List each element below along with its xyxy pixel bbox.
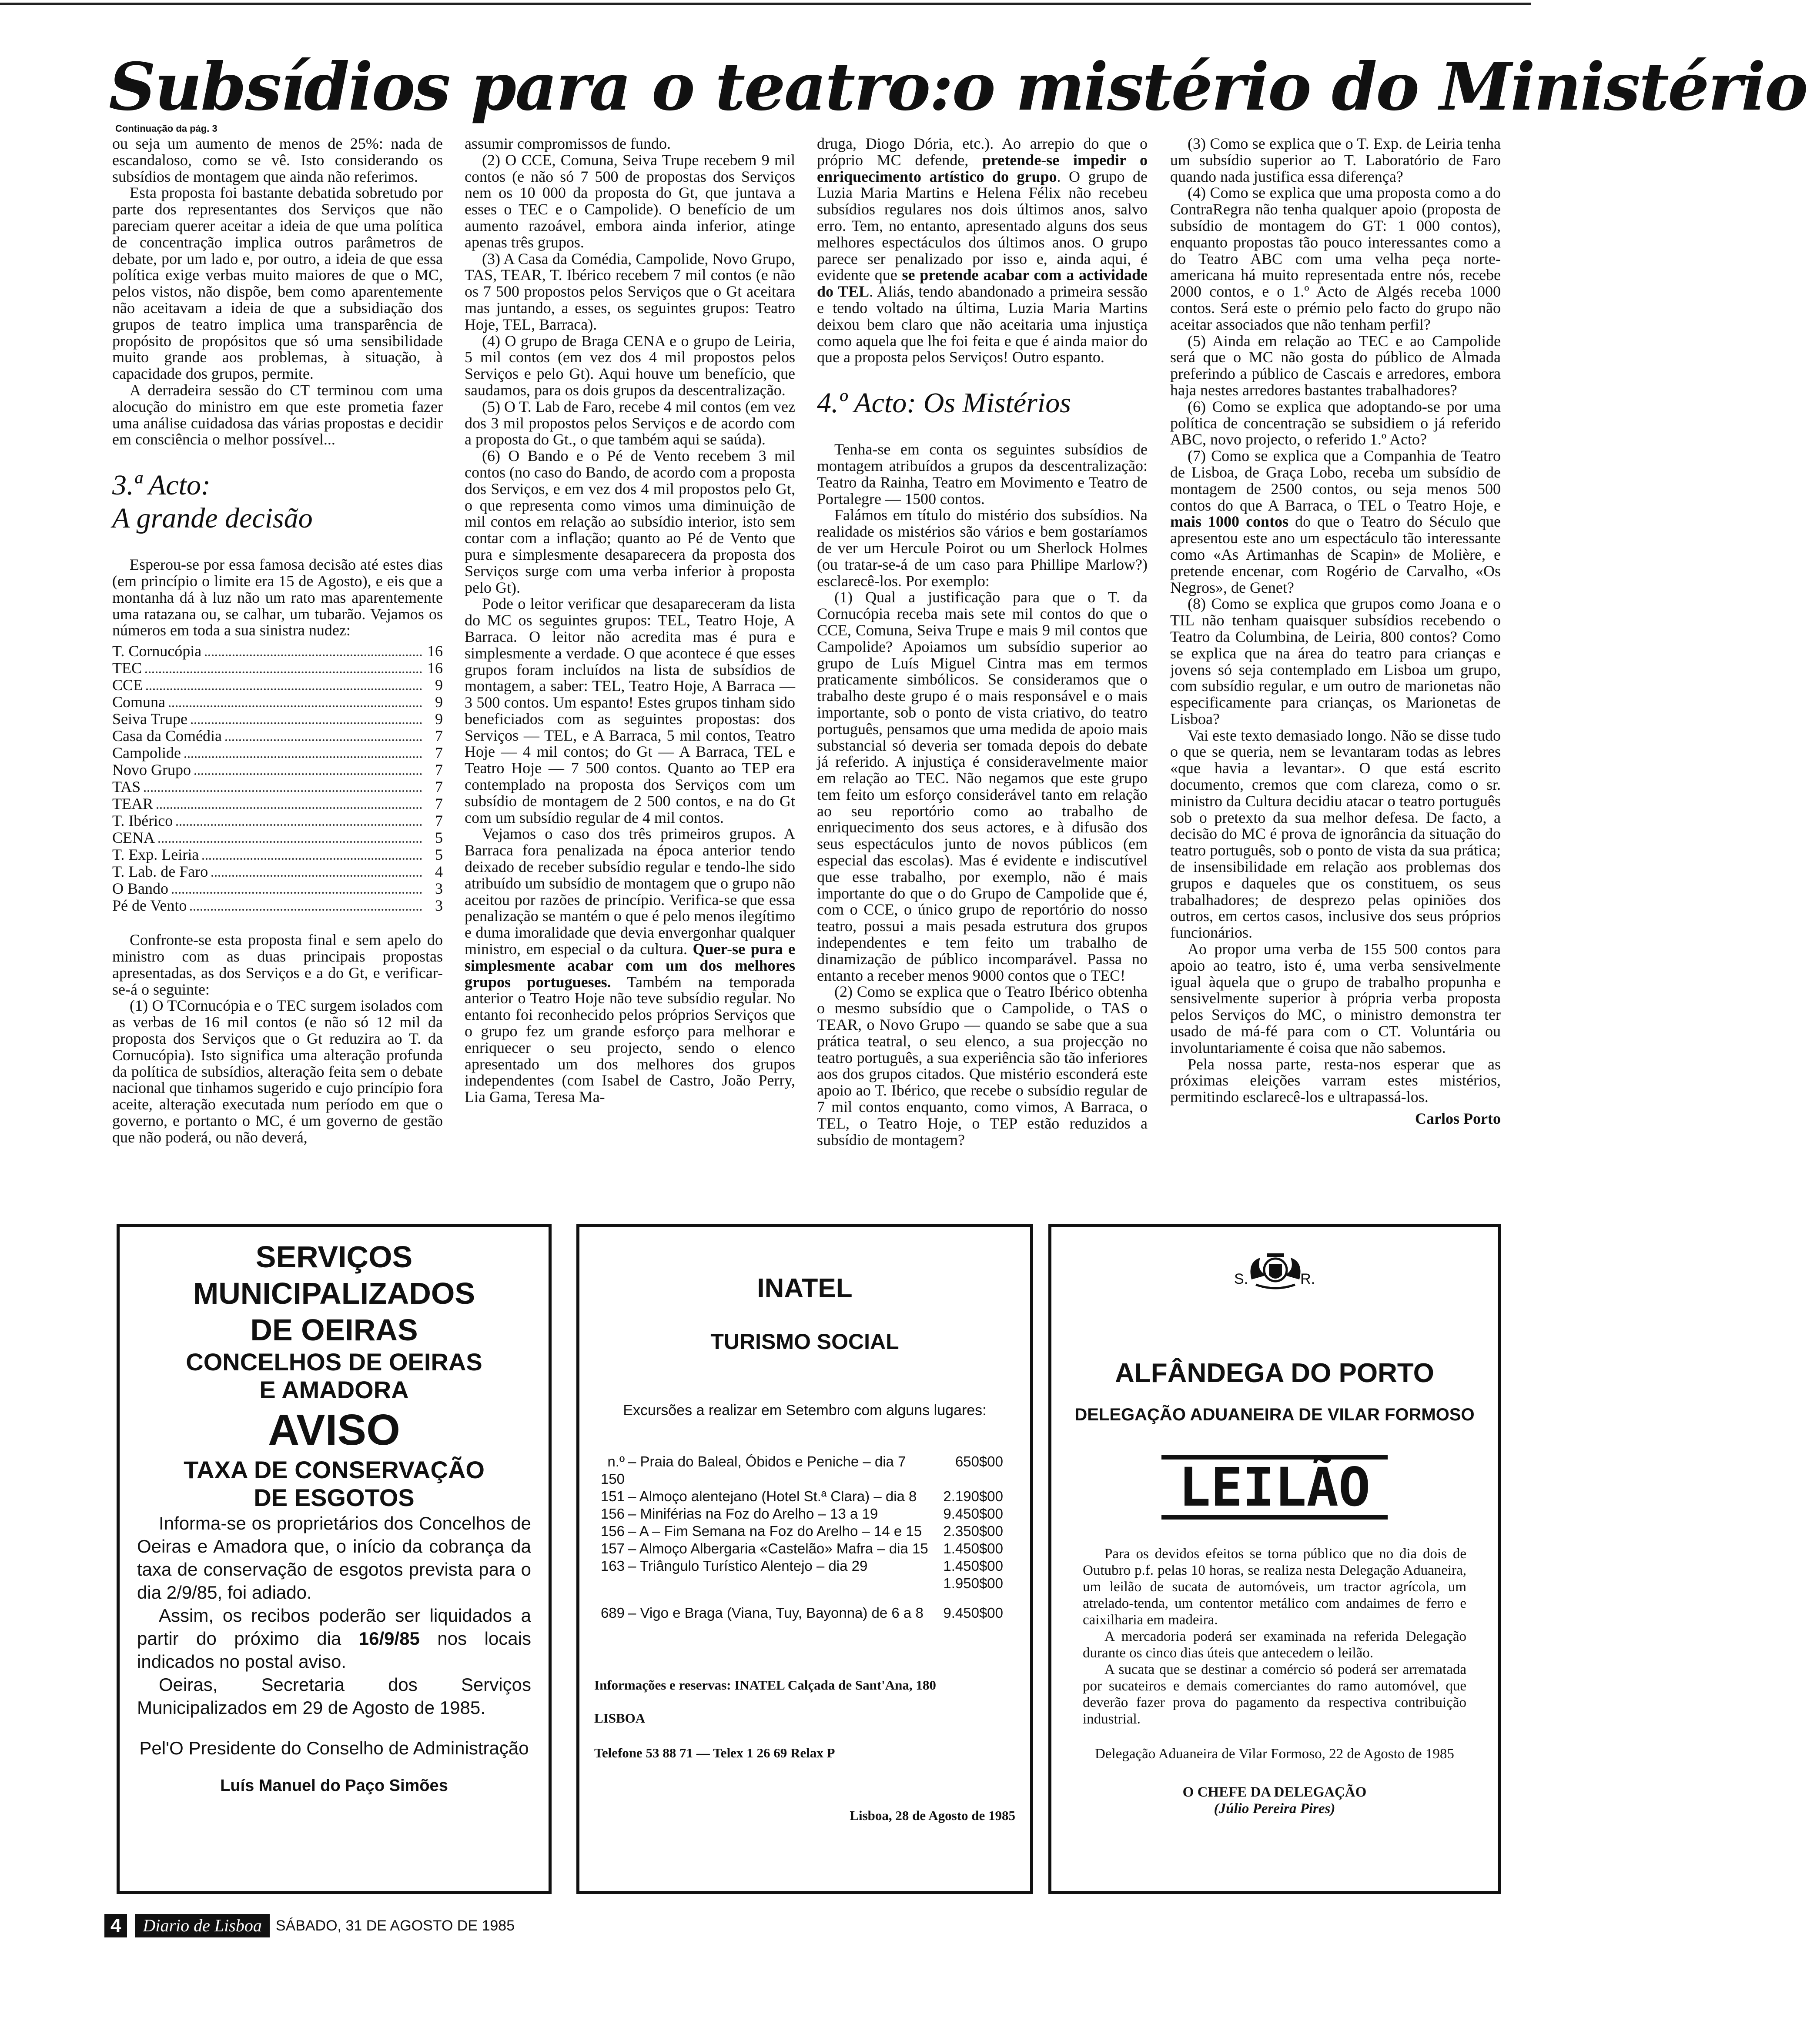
paragraph: (2) O CCE, Comuna, Seiva Trupe recebem 9 mil contos (e não só 7 500 de propostas dos Serviços nem os 10 000 da proposta do Gt, que juntava a esses o TEC e o Campolide). O benefício de um aumento razoável, embora ainda inferior, atinge apenas três grupos. <box>465 151 795 251</box>
issue-date: SÁBADO, 31 DE AGOSTO DE 1985 <box>275 1917 515 1934</box>
masthead-logo: Diario de Lisboa <box>135 1914 269 1937</box>
table-row <box>112 864 443 881</box>
ad-subtitle: DELEGAÇÃO ADUANEIRA DE VILAR FORMOSO <box>1074 1405 1475 1424</box>
ad-smas-oeiras <box>117 1224 552 1894</box>
ad-subtitle-line: E AMADORA <box>259 1376 409 1403</box>
text-run: Assim, os recibos poderão ser liquidados a partir do próximo dia <box>137 1605 531 1649</box>
text-run: . Aliás, tendo abandonado a primeira sessão e tendo voltado na última, Luzia Maria Martins deixou bem claro que não aceitaria uma injustiça como aquela que lhe foi feita e que é ainda maior do que a proposta pelos Serviços! Outro espanto. <box>817 283 1148 366</box>
group-name: CCE <box>112 676 143 694</box>
act3-number: 3.ª Acto: <box>112 469 211 501</box>
ad-body <box>1051 1546 1498 1817</box>
article-column-3 <box>817 136 1148 1210</box>
paragraph: A sucata que se destinar a comércio só poderá ser arrematada por sucateiros e demais comerciantes do ramo automóvel, que deverão fazer prova do pagamento da respectiva contribuição industrial. <box>1083 1662 1466 1727</box>
headline: Subsídios para o teatro:o mistério do Ministério <box>109 49 1807 125</box>
paragraph: Oeiras, Secretaria dos Serviços Municipalizados em 29 de Agosto de 1985. <box>137 1674 531 1718</box>
table-row <box>112 779 443 796</box>
group-name: Comuna <box>112 693 165 711</box>
paragraph <box>137 1604 531 1673</box>
paragraph: (3) Como se explica que o T. Exp. de Leiria tenha um subsídio superior ao T. Laboratório de Faro quando nada justifica essa diferença? <box>1170 135 1501 185</box>
trip-description: – Miniférias na Foz do Arelho – 13 a 19 <box>628 1506 878 1522</box>
ad-subtitle-line: DE ESGOTOS <box>254 1484 415 1511</box>
text-run: Também na temporada anterior o Teatro Hoje não teve subsídio regular. No entanto foi reconhecido pelos próprios Serviços que o grupo fez um grande esforço para melhorar e enriquecer o seu projecto, sendo o elenco apresentado um dos melhores dos grupos independentes (com Isabel de Castro, João Perry, Lia Gama, Teresa Ma- <box>465 973 795 1106</box>
group-value: 9 <box>435 693 443 711</box>
group-value: 7 <box>435 744 443 762</box>
group-name: Pé de Vento <box>112 897 187 915</box>
text-run: druga, Diogo Dória, etc.). Ao arrepio do que o próprio MC defende, <box>817 135 1148 169</box>
trip-price: 9.450$00 <box>943 1605 1003 1621</box>
table-row <box>112 728 443 745</box>
ad-intro: Excursões a realizar em Setembro com alguns lugares: <box>623 1402 987 1419</box>
paragraph <box>817 136 1148 366</box>
table-row <box>112 898 443 915</box>
article-column-4 <box>1170 136 1501 1210</box>
trip-price: 1.450$00 <box>943 1540 1003 1556</box>
table-row <box>112 745 443 762</box>
bold-text: se pretende acabar com a actividade do TEL <box>817 266 1148 301</box>
ad-title: ALFÂNDEGA DO PORTO <box>1115 1358 1434 1388</box>
group-value: 9 <box>435 676 443 694</box>
ad-inatel <box>576 1224 1033 1894</box>
group-name: T. Cornucópia <box>112 642 202 660</box>
ad-subtitle-line: CONCELHOS DE OEIRAS <box>186 1348 482 1376</box>
group-name: Campolide <box>112 744 181 762</box>
text-run: do que o Teatro do Século que apresentou este ano um espectáculo tão interessante como «As Artimanhas de Scapin» de Molière, e pretende encenar, com Rogério de Carvalho, «Os Negros», de Genet? <box>1170 513 1501 596</box>
group-name: Seiva Trupe <box>112 710 188 728</box>
group-name: TAS <box>112 778 141 796</box>
paragraph: Vai este texto demasiado longo. Não se disse tudo o que se queria, nem se levantaram todas as lebres «que havia a levantar». O que está escrito documento, cremos que com clareza, como o sr. ministro da Cultura decidiu atacar o teatro português sob o pretexto da sua melhor defesa. De facto, a decisão do MC é prova de ignorância da situação do teatro português, sob o ponto de vista da sua prática; de insensibilidade em relação aos problemas dos grupos e daqueles que os constituem, os seus trabalhadores; de desprezo pelas opiniões dos outros, em certos casos, inclusive dos seus próprios funcionários. <box>1170 726 1501 942</box>
paragraph: Pel'O Presidente do Conselho de Administração <box>139 1738 529 1758</box>
text-run: nos locais indicados no postal aviso. <box>137 1628 531 1672</box>
group-name: O Bando <box>112 880 168 898</box>
table-row <box>112 762 443 779</box>
paragraph: (5) O T. Lab de Faro, recebe 4 mil contos (em vez dos 3 mil propostos pelos Serviços e de acordo com a proposta do Gt., o que também aqui se saúda). <box>465 397 795 448</box>
ad-title: INATEL <box>757 1273 853 1303</box>
ad-alfandega-porto <box>1048 1224 1501 1894</box>
ad-info: Informações e reservas: INATEL Calçada de Sant'Ana, 180 <box>594 1677 936 1693</box>
ad-subtitle-line: TAXA DE CONSERVAÇÃO <box>184 1456 485 1483</box>
paragraph <box>465 826 795 1105</box>
paragraph: Esperou-se por essa famosa decisão até estes dias (em princípio o limite era 15 de Agosto), e eis que a montanha dá à luz não um rato mas aparentemente uma ratazana ou, se calhar, um tubarão. Vejamos os números em toda a sua sinistra nudez: <box>112 556 443 639</box>
bold-text: Quer-se pura e simplesmente acabar com um dos melhores grupos portugueses. <box>465 940 796 991</box>
paragraph: (1) Qual a justificação para que o T. da Cornucópia receba mais sete mil contos do que o CCE, Comuna, Seiva Trupe e mais 9 mil contos que Campolide? Apoiamos um subsídio superior ao grupo de Luís Miguel Cintra mas em termos praticamente simbólicos. Se consideramos que o trabalho deste grupo é o mais responsável e o mais importante, sob o ponto de vista criativo, do teatro português, pensamos que uma medida de apoio mais substancial só deveria ser tomada depois do debate já referido. A injustiça é consideravelmente maior em relação ao TEC. Não negamos que este grupo tem feito um esforço considerável tanto em relação ao seu reportório como ao trabalho de enriquecimento dos seus actores, e à difusão dos seus espectáculos junto de novos públicos (em especial das escolas). Mas é evidente e indiscutível que esse trabalho, por exemplo, não é mais importante do que o do Grupo de Campolide que é, com o CCE, o único grupo de reportório do nosso teatro, possui a mais pesada estrutura dos grupos independentes e tem feito um trabalho de dinamização de público incomparável. Passa no entanto a receber menos 9000 contos que o TEC! <box>817 588 1148 984</box>
group-name: T. Lab. de Faro <box>112 863 208 881</box>
signatory-title: O CHEFE DA DELEGAÇÃO <box>1182 1784 1367 1800</box>
group-value: 7 <box>435 761 443 779</box>
paragraph: (8) Como se explica que grupos como Joana e o TIL não tenham quaisquer subsídios recebendo o Teatro da Columbina, de Leiria, 800 contos? Como se explica que na área do teatro para crianças e jovens só seja contemplado em Lisboa um grupo, com subsídio regular, e um outro de marionetas não especificamente para crianças, os Marionetas de Lisboa? <box>1170 595 1501 728</box>
paragraph: (2) Como se explica que o Teatro Ibérico obtenha o mesmo subsídio que o Campolide, o TAS o TEAR, o Novo Grupo — quando se sabe que a sua prática teatral, o seu elenco, a sua projecção no teatro português, a sua experiência são tão inferiores aos dos grupos citados. Que mistério esconderá este apoio ao T. Ibérico, que recebe o subsídio regular de 7 mil contos enquanto, como vimos, A Barraca, o TEL, o Teatro Hoje, o TEP estão reduzidos a subsídio de montagem? <box>817 983 1148 1149</box>
group-value: 4 <box>435 863 443 881</box>
group-value: 7 <box>435 812 443 830</box>
group-name: CENA <box>112 829 155 847</box>
paragraph: assumir compromissos de fundo. <box>465 135 671 152</box>
ad-phone: Telefone 53 88 71 — Telex 1 26 69 Relax P <box>594 1745 835 1760</box>
ad-date: Lisboa, 28 de Agosto de 1985 <box>850 1808 1015 1823</box>
group-value: 3 <box>435 897 443 915</box>
group-name: Casa da Comédia <box>112 727 222 745</box>
page-number: 4 <box>104 1914 127 1937</box>
ad-header-letters <box>1051 1271 1498 1288</box>
paragraph: (4) O grupo de Braga CENA e o grupo de Leiria, 5 mil contos (em vez dos 4 mil propostos pelos Serviços e pelo Gt). Aqui houve um benefício, que saudamos, para os dois grupos da descentralização. <box>465 332 795 399</box>
group-value: 16 <box>427 659 443 677</box>
bold-text: pretende-se impedir o enriquecimento artístico do grupo <box>817 151 1148 185</box>
paragraph: (3) A Casa da Comédia, Campolide, Novo Grupo, TAS, TEAR, T. Ibérico recebem 7 mil contos (e não os 7 500 propostos pelos Serviços que o Gt aceitara mas juntando, a esses, os seguintes grupos: Teatro Hoje, TEL, Barraca). <box>465 250 795 333</box>
trip-number: 157 <box>600 1540 625 1556</box>
article-column-1 <box>112 136 443 1210</box>
list-item <box>594 1604 1003 1622</box>
ad-title-line: DE OEIRAS <box>250 1313 418 1347</box>
list-item <box>594 1488 1003 1505</box>
section-heading-act3 <box>112 469 443 535</box>
paragraph: (4) Como se explica que uma proposta como a do ContraRegra não tenha qualquer apoio (proposta de subsídio de montagem do GT: 1 000 contos), enquanto propostas tão pouco interessantes como a do Teatro ABC com uma velha peça norte-americana há muito representada entre nós, recebe 2000 contos, e o 1.º Acto de Algés receba 1000 contos. Será este o prémio pelo facto do grupo não aceitar associados que não tenham perfil? <box>1170 184 1501 333</box>
ad-subtitle: TURISMO SOCIAL <box>710 1329 899 1354</box>
group-value: 5 <box>435 846 443 864</box>
group-name: TEAR <box>112 795 153 813</box>
trip-price: 1.950$00 <box>943 1575 1003 1591</box>
trip-price: 1.450$00 <box>943 1558 1003 1574</box>
trip-price: 9.450$00 <box>943 1506 1003 1522</box>
ad-title-line: MUNICIPALIZADOS <box>193 1276 475 1310</box>
group-value: 7 <box>435 778 443 796</box>
group-name: T. Ibérico <box>112 812 173 830</box>
table-row <box>112 847 443 864</box>
subsidy-table <box>112 643 443 915</box>
text-run: . O grupo de Luzia Maria Martins e Helena Félix não recebeu subsídios regulares nos dois últimos anos, salvo erro. Tem, no entanto, apresentado alguns dos seus melhores espectáculos dos últimos anos. O grupo parece ser penalizado por isso e, ainda aqui, é evidente que <box>817 167 1148 284</box>
act3-title: A grande decisão <box>112 502 313 534</box>
bold-text: 16/9/85 <box>358 1628 420 1649</box>
trip-description: – Almoço Albergaria «Castelão» Mafra – dia 15 <box>628 1540 928 1556</box>
group-value: 3 <box>435 880 443 898</box>
list-item <box>594 1557 1003 1575</box>
ad-city: LISBOA <box>594 1710 646 1726</box>
table-row <box>112 813 443 830</box>
signatory-name: (Júlio Pereira Pires) <box>1214 1801 1335 1817</box>
text-run: Vejamos o caso dos três primeiros grupos. A Barraca fora penalizada na época anterior tendo deixado de receber subsídio regular e tendo-lhe sido atribuído um subsídio de montagem que o grupo não aceitou por razões de princípio. Verifica-se que essa penalização se mantém o que é pelo menos ilegítimo e duma imoralidade que devia envergonhar qualquer ministro, em especial o da cultura. <box>465 825 795 958</box>
group-value: 16 <box>427 642 443 660</box>
continuation-note: Continuação da pág. 3 <box>115 123 218 134</box>
table-row <box>112 711 443 728</box>
paragraph: Pode o leitor verificar que desapareceram da lista do MC os seguintes grupos: TEL, Teatro Hoje, A Barraca. O leitor não acredita mas é pura e simplesmente a verdade. O que acontece é que esses grupos foram incluídos na lista de subsídios de montagem, a saber: TEL, Teatro Hoje, A Barraca — 3 500 contos. Um espanto! Estes grupos tinham sido beneficiados com as seguintes propostas: dos Serviços — TEL, e A Barraca, 5 mil contos, Teatro Hoje — 4 mil contos; do Gt — A Barraca, TEL e Teatro Hoje — 7 500 contos. Quanto ao TEP era contemplado na proposta dos Serviços com um subsídio de montagem de 2 500 contos, e na do Gt com um subsídio regular de 4 mil contos. <box>465 595 795 826</box>
ad-auction-heading: LEILÃO <box>1161 1455 1388 1520</box>
table-row <box>112 796 443 813</box>
section-heading-act4: 4.º Acto: Os Mistérios <box>817 387 1071 419</box>
author-byline: Carlos Porto <box>1415 1110 1501 1128</box>
ad-body <box>120 1512 549 1797</box>
list-item <box>594 1575 1003 1592</box>
paragraph: (6) Como se explica que adoptando-se por uma política de concentração se subsidiem o já referido ABC, novo projecto, o referido 1.º Acto? <box>1170 397 1501 448</box>
trip-description: – Almoço alentejano (Hotel St.ª Clara) – dia 8 <box>628 1488 917 1504</box>
paragraph: Tenha-se em conta os seguintes subsídios de montagem atribuídos a grupos da descentralização: Teatro da Rainha, Teatro em Movimento e Teatro de Portalegre — 1500 contos. <box>817 441 1148 508</box>
list-item <box>594 1523 1003 1540</box>
paragraph: Confronte-se esta proposta final e sem apelo do ministro com as duas principais propostas apresentadas, as dos Serviços e a do Gt, e verificar-se-á o seguinte: <box>112 931 443 998</box>
trip-number: 156 <box>600 1523 625 1539</box>
trip-number: 156 <box>600 1506 625 1522</box>
group-value: 7 <box>435 727 443 745</box>
list-item <box>594 1453 1003 1488</box>
group-value: 7 <box>435 795 443 813</box>
trip-description: – Vigo e Braga (Viana, Tuy, Bayonna) de 6 a 8 <box>628 1605 924 1621</box>
trip-price: 2.350$00 <box>943 1523 1003 1539</box>
trip-description: – Praia do Baleal, Óbidos e Peniche – dia 7 <box>628 1453 906 1470</box>
group-name: T. Exp. Leiria <box>112 846 199 864</box>
paragraph: Informa-se os proprietários dos Concelhos de Oeiras e Amadora que, o início da cobrança da taxa de conservação de esgotos prevista para o dia 2/9/85, foi adiado. <box>137 1513 531 1603</box>
trip-list <box>579 1453 1030 1622</box>
paragraph: A mercadoria poderá ser examinada na referida Delegação durante os cinco dias úteis que antecedem o leilão. <box>1083 1629 1466 1661</box>
trip-number <box>594 1575 628 1592</box>
signatory: Luís Manuel do Paço Simões <box>220 1777 448 1795</box>
group-name: TEC <box>112 659 142 677</box>
top-rule <box>0 3 1531 5</box>
trip-description: – A – Fim Semana na Foz do Arelho – 14 e 15 <box>628 1523 922 1539</box>
paragraph: (5) Ainda em relação ao TEC e ao Campolide será que o MC não gosta do público de Almada preferindo a público de Cascais e arredores, embora haja nestes arredores bastantes trabalhadores? <box>1170 332 1501 399</box>
paragraph: Pela nossa parte, resta-nos esperar que as próximas eleições varram estes mistérios, permitindo esclarecê-los e ultrapassá-los. <box>1170 1055 1501 1106</box>
paragraph: Ao propor uma verba de 155 500 contos para apoio ao teatro, isto é, uma verba sensivelmente igual àquela que o grupo de trabalho propunha e sensivelmente superior à própria verba proposta pelos Serviços do MC, o ministro demonstra ter usado de má-fé para com o CT. Voluntária ou involuntariamente é coisa que não sabemos. <box>1170 940 1501 1056</box>
trip-number: 689 <box>600 1605 625 1621</box>
ad-title-line: SERVIÇOS <box>255 1240 413 1274</box>
group-value: 5 <box>435 829 443 847</box>
trip-description: – Triângulo Turístico Alentejo – dia 29 <box>628 1558 868 1574</box>
group-name: Novo Grupo <box>112 761 191 779</box>
group-value: 9 <box>435 710 443 728</box>
article-column-2 <box>465 136 795 1210</box>
paragraph: (6) O Bando e o Pé de Vento recebem 3 mil contos (no caso do Bando, de acordo com a proposta dos Serviços, e em vez dos 4 mil propostos pelo Gt, o que representa como vimos uma diminuição de mil contos em relação ao subsídio interior, isto sem contar com a inflação; quanto ao Pé de Vento que pura e simplesmente desaparecera da proposta dos Serviços surge com uma verba inferior à proposta pelo Gt). <box>465 447 795 596</box>
paragraph: A derradeira sessão do CT terminou com uma alocução do ministro em que este prometia fazer uma análise cuidadosa das várias propostas e decidir em consciência o melhor possível... <box>112 381 443 448</box>
page-footer <box>104 1913 515 1939</box>
table-row <box>112 677 443 694</box>
trip-description <box>628 1575 934 1592</box>
paragraph: (1) O TCornucópia e o TEC surgem isolados com as verbas de 16 mil contos (e não só 12 mil da proposta dos Serviços que o Gt reduzira ao T. da Cornucópia). Isto significa uma alteração profunda da política de subsídios, alteração feita sem o debate nacional que tinhamos sugerido e cujo princípio fora aceite, alteração executada num período em que o governo, e portanto o MC, é um governo de gestão que não poderá, ou não deverá, <box>112 997 443 1146</box>
letter-s: S. <box>1234 1271 1248 1287</box>
table-row <box>112 881 443 898</box>
text-run: (7) Como se explica que a Companhia de Teatro de Lisboa, de Graça Lobo, receba um subsídio de montagem de 2500 contos, ou seja menos 500 contos do que A Barraca, o TEL o Teatro Hoje, e <box>1170 447 1501 514</box>
ad-notice-heading: AVISO <box>268 1406 400 1454</box>
bold-text: mais 1000 contos <box>1170 513 1289 531</box>
table-row <box>112 660 443 677</box>
paragraph: ou seja um aumento de menos de 25%: nada de escandaloso, como se vê. Isto considerando os subsídios de montagem que ainda não referimos. <box>112 135 443 185</box>
paragraph <box>1170 448 1501 596</box>
trip-price: 2.190$00 <box>943 1488 1003 1504</box>
trip-number: 163 <box>600 1558 625 1574</box>
letter-r: R. <box>1300 1271 1315 1287</box>
list-item <box>594 1540 1003 1557</box>
paragraph: Delegação Aduaneira de Vilar Formoso, 22 de Agosto de 1985 <box>1095 1746 1454 1762</box>
paragraph: Falámos em título do mistério dos subsídios. Na realidade os mistérios são vários e bem gostaríamos de ver um Hercule Poirot ou um Sherlock Holmes (ou tratar-se-á de um caso para Phillipe Marlow?) esclarecê-los. Por exemplo: <box>817 506 1148 590</box>
trip-number: 151 <box>600 1488 625 1504</box>
paragraph: Esta proposta foi bastante debatida sobretudo por parte dos representantes dos Serviços que não pareciam querer aceitar a ideia de que uma política de concentração implica outros parâmetros de debate, por um lado e, por outro, a ideia de que essa política exige verbas muito maiores de que o MC, pelos vistos, não dispõe, bem como aparentemente não aceitavam a ideia de que a subsidiação dos grupos de teatro implica uma transparência de propósito de propósitos que só uma sensibilidade muito grande aos problemas, à situação, à capacidade dos grupos, permite. <box>112 184 443 383</box>
list-item <box>594 1505 1003 1523</box>
table-row <box>112 830 443 847</box>
table-row <box>112 643 443 660</box>
trip-price: 650$00 <box>955 1453 1003 1470</box>
table-row <box>112 694 443 711</box>
paragraph: Para os devidos efeitos se torna público que no dia dois de Outubro p.f. pelas 10 horas, se realiza nesta Delegação Aduaneira, um leilão de sucata de automóveis, um tractor agrícola, um atrelado-tenda, um contentor metálico com andaimes de ferro e caixilharia em madeira. <box>1083 1546 1466 1628</box>
trip-number: n.º 150 <box>600 1453 625 1487</box>
